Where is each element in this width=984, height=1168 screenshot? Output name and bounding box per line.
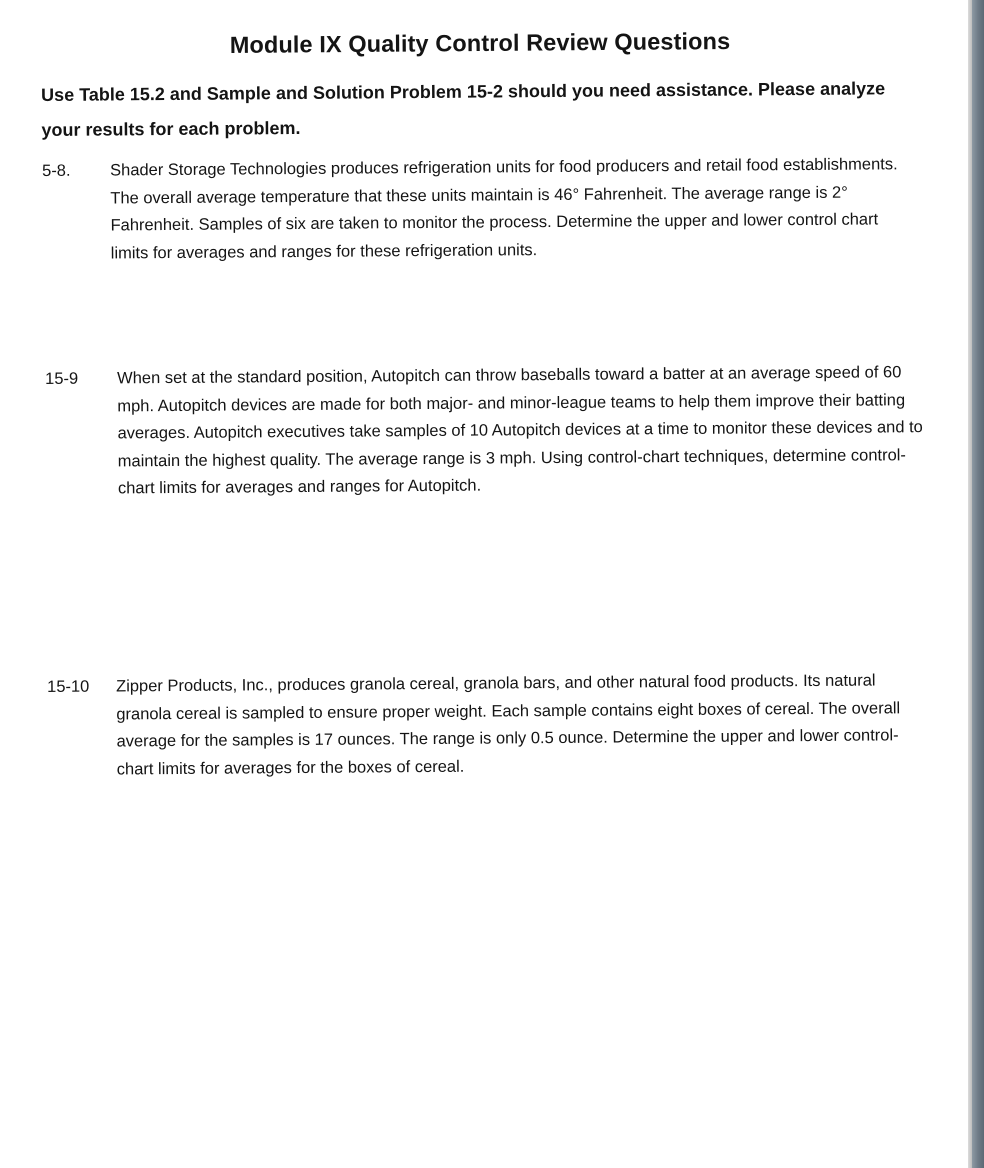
problem-text: Zipper Products, Inc., produces granola cereal, granola bars, and other natural food products. Its natural granola cereal is sampled to ensure proper weight. Each sample contains eight boxes of cereal. The overall average for the samples is 17 ounces. The range is only 0.5 ounce. Determine the upper and lower control-chart limits for averages for the boxes of cereal. xyxy=(116,671,901,778)
viewer-edge-bar xyxy=(972,0,984,1168)
problem-number: 5-8. xyxy=(42,161,71,180)
document-title: Module IX Quality Control Review Questions xyxy=(229,28,731,58)
problem-5-8 xyxy=(42,151,942,262)
problem-text: Shader Storage Technologies produces refrigeration units for food producers and retail food establishments. The overall average temperature that these units maintain is 46° Fahrenheit. The average range is 2° Fahrenheit. Samples of six are taken to monitor the process. Determine the upper and lower control chart limits for averages and ranges for these refrigeration units. xyxy=(110,155,898,262)
problem-number: 15-9 xyxy=(45,369,79,388)
problem-text: When set at the standard position, Autopitch can throw baseballs toward a batter at an average speed of 60 mph. Autopitch devices are made for both major- and minor-league teams to help them improve their batting averages. Autopitch executives take samples of 10 Autopitch devices at a time to monitor these devices and to maintain the highest quality. The average range is 3 mph. Using control-chart techniques, determine control-chart limits for averages and ranges for Autopitch. xyxy=(117,363,923,498)
instructions-text: Use Table 15.2 and Sample and Solution Problem 15-2 should you need assistance. Please analyze your results for each problem. xyxy=(41,78,886,140)
problem-15-10 xyxy=(47,667,947,778)
problem-number: 15-10 xyxy=(47,677,90,696)
problem-15-9 xyxy=(45,359,945,498)
